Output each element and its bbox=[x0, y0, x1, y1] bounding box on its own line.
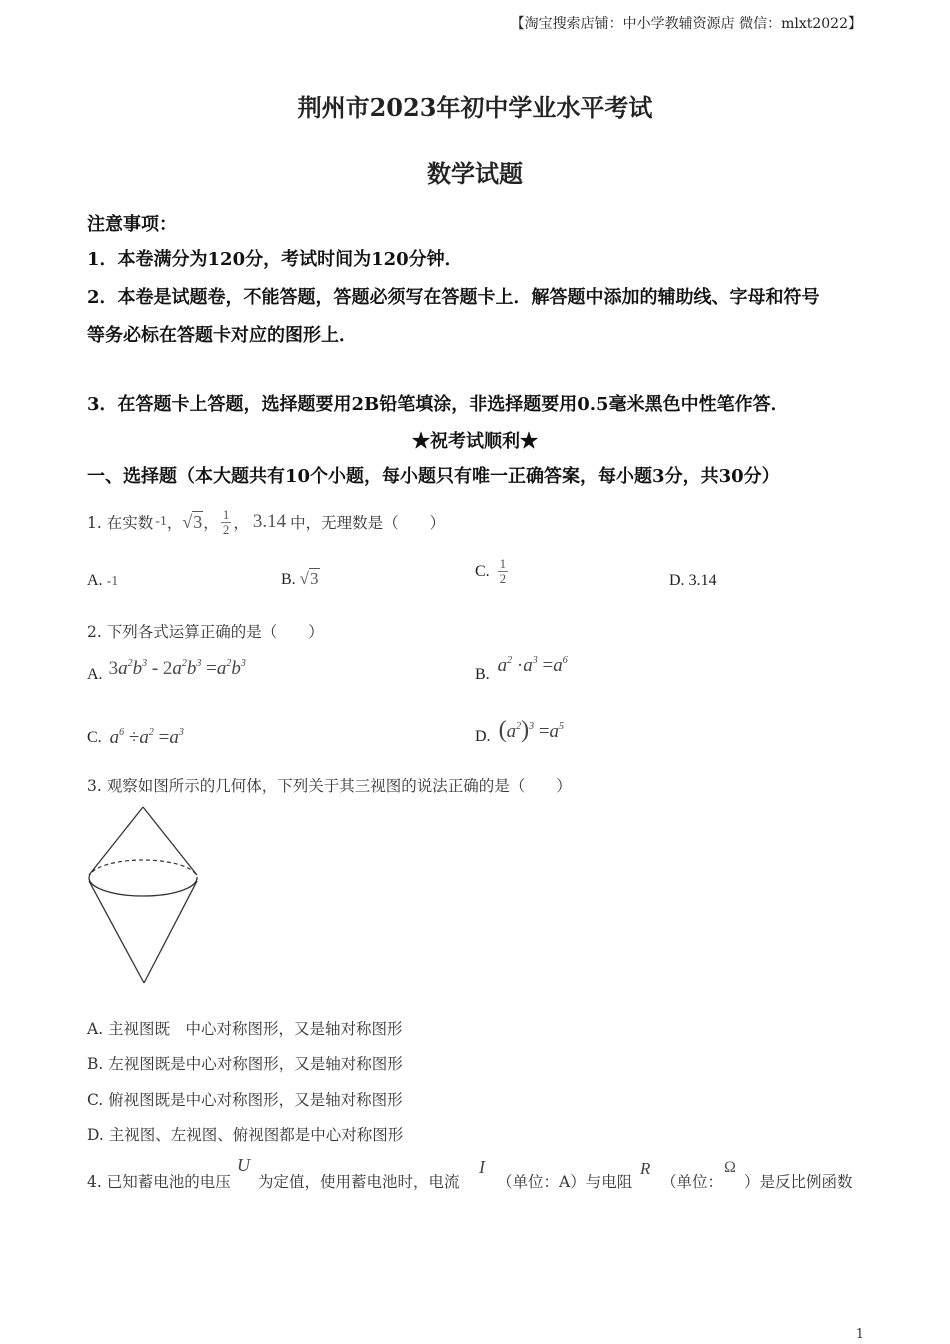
q4-part1: 4. 已知蓄电池的电压 bbox=[87, 1173, 231, 1191]
q1-sep: ， bbox=[233, 514, 249, 532]
notice-item-3: 3．在答题卡上答题，选择题要用2B铅笔填涂，非选择题要用0.5毫米黑色中性笔作答． bbox=[87, 394, 789, 415]
double-cone-figure bbox=[84, 802, 204, 988]
q2-a-expression: $3a^2b^3 - 2a^2b^3 =a^2b^3$ bbox=[108, 658, 246, 679]
question-2: 2. 下列各式运算正确的是（ ） bbox=[87, 623, 324, 641]
q2-option-d[interactable]: D. $(a^2)^3 =a^5$ bbox=[475, 716, 565, 745]
q2-c-expression: $a^6 \div a^2 =a^3$ bbox=[109, 727, 184, 748]
q1-sqrt3: √3 bbox=[182, 511, 203, 532]
q3-option-c[interactable]: C. 俯视图既是中心对称图形，又是轴对称图形 bbox=[87, 1091, 403, 1109]
q4-part5: ）是反比例函数 bbox=[744, 1173, 853, 1191]
notice-item-1: 1．本卷满分为120分，考试时间为120分钟． bbox=[87, 249, 463, 270]
q1-sep: ， bbox=[203, 514, 219, 532]
q1-option-c[interactable]: C. $\frac{1}{2}$ bbox=[475, 556, 507, 586]
q4-current-symbol: I bbox=[479, 1157, 485, 1177]
notice-heading: 注意事项： bbox=[87, 214, 177, 235]
q2-option-a[interactable]: A. $3a^2b^3 - 2a^2b^3 =a^2b^3$ bbox=[87, 658, 246, 683]
notice-item-2-cont: 等务必标在答题卡对应的图形上． bbox=[87, 325, 357, 346]
q1-decimal: 3.14 bbox=[252, 511, 287, 532]
header-note: 【淘宝搜索店铺：中小学教辅资源店 微信：mlxt2022】 bbox=[510, 16, 862, 32]
q4-part4: （单位： bbox=[661, 1173, 724, 1191]
q1-neg-one: -1 bbox=[155, 514, 167, 529]
q2-option-c[interactable]: C. $a^6 \div a^2 =a^3$ bbox=[87, 727, 184, 748]
q4-part3: （单位：A）与电阻 bbox=[497, 1173, 633, 1191]
q3-option-d[interactable]: D. 主视图、左视图、俯视图都是中心对称图形 bbox=[87, 1126, 404, 1144]
q1-suffix: 中，无理数是（ ） bbox=[290, 514, 446, 532]
q1-sep: ， bbox=[166, 514, 183, 532]
q1-prefix: 1. 在实数 bbox=[87, 514, 154, 532]
section-heading: 一、选择题（本大题共有10个小题，每小题只有唯一正确答案，每小题3分，共30分） bbox=[87, 466, 780, 487]
q1-fraction: $\frac{1}{2}$ bbox=[222, 506, 230, 537]
q4-part2: 为定值，使用蓄电池时，电流 bbox=[258, 1173, 460, 1191]
q3-option-a[interactable]: A. 主视图既 中心对称图形，又是轴对称图形 bbox=[87, 1020, 403, 1038]
page-number: 1 bbox=[855, 1327, 864, 1342]
q4-resistance-symbol: R bbox=[640, 1159, 651, 1178]
upper-cone-right-edge bbox=[143, 807, 197, 875]
q3-option-b[interactable]: B. 左视图既是中心对称图形，又是轴对称图形 bbox=[87, 1055, 403, 1073]
base-ellipse-hidden-arc bbox=[89, 860, 197, 878]
page-subtitle: 数学试题 bbox=[427, 159, 523, 188]
question-3: 3. 观察如图所示的几何体，下列关于其三视图的说法正确的是（ ） bbox=[87, 777, 572, 795]
q1-option-a[interactable]: A. -1 bbox=[87, 572, 119, 589]
question-1 bbox=[87, 500, 445, 544]
q2-option-b[interactable]: B. $a^2 \cdot a^3 =a^6$ bbox=[475, 655, 568, 683]
q1-option-d[interactable]: D. 3.14 bbox=[669, 572, 717, 589]
q4-ohm-symbol: Ω bbox=[724, 1159, 736, 1176]
base-ellipse-visible-arc bbox=[89, 878, 197, 896]
q2-d-expression: $(a^2)^3 =a^5$ bbox=[498, 716, 565, 743]
upper-cone-left-edge bbox=[89, 807, 143, 875]
q2-b-expression: $a^2 \cdot a^3 =a^6$ bbox=[497, 655, 568, 676]
q4-voltage-symbol: U bbox=[237, 1155, 250, 1175]
page-title: 荆州市2023年初中学业水平考试 bbox=[297, 93, 653, 122]
exam-wish: ★祝考试顺利★ bbox=[412, 431, 538, 452]
q1-option-b[interactable]: B. √3 bbox=[281, 569, 319, 588]
notice-item-2: 2．本卷是试题卷，不能答题，答题必须写在答题卡上．解答题中添加的辅助线、字母和符号 bbox=[87, 287, 820, 308]
